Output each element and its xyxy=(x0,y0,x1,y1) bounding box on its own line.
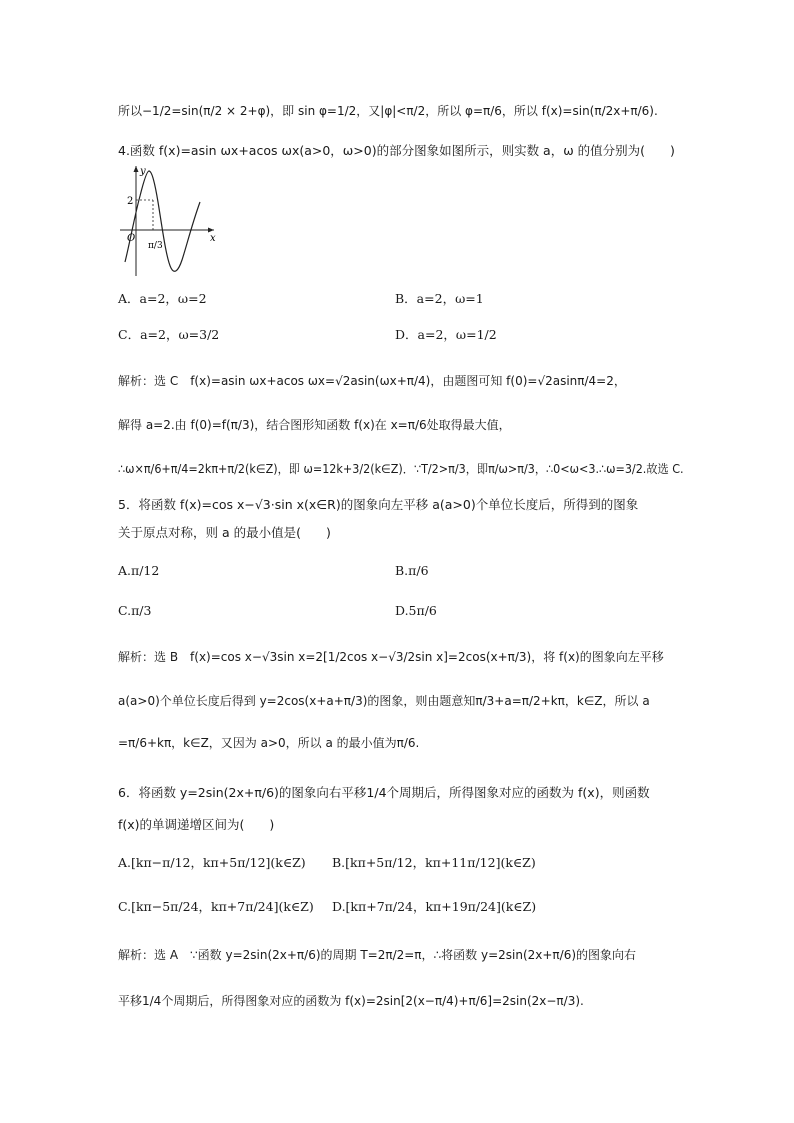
q5-solution-line-2: a(a>0)个单位长度后得到 y=2cos(x+a+π/3)的图象，则由题意知π/3+a=π/2+kπ，k∈Z，所以 a xyxy=(118,694,650,708)
q4-solution-line-2: 解得 a=2.由 f(0)=f(π/3)，结合图形知函数 f(x)在 x=π/6处取得最大值， xyxy=(118,418,511,432)
y-axis-label: y xyxy=(140,166,146,177)
q6-solution-line-2: 平移1/4个周期后，所得图象对应的函数为 f(x)=2sin[2(x−π/4)+π/6]=2sin(2x−π/3). xyxy=(118,994,584,1008)
y-tick-label: 2 xyxy=(127,196,134,207)
q4-option-a: A．a=2，ω=2 xyxy=(118,291,207,306)
q4-option-b: B．a=2，ω=1 xyxy=(395,291,484,306)
q6-option-b: B.[kπ+5π/12，kπ+11π/12](k∈Z) xyxy=(332,855,536,870)
q5-solution-line-1: 解析：选 B f(x)=cos x−√3sin x=2[1/2cos x−√3/2sin x]=2cos(x+π/3)，将 f(x)的图象向左平移 xyxy=(118,650,664,664)
q6-stem-line-2: f(x)的单调递增区间为( ) xyxy=(118,817,275,832)
q6-option-a: A.[kπ−π/12，kπ+5π/12](k∈Z) xyxy=(118,855,306,870)
x-axis-arrow xyxy=(208,228,214,233)
q5-stem-line-2: 关于原点对称，则 a 的最小值是( ) xyxy=(118,525,331,540)
origin-label: O xyxy=(127,233,136,244)
q4-option-d: D．a=2，ω=1/2 xyxy=(395,327,497,342)
q5-stem-line-1: 5．将函数 f(x)=cos x−√3·sin x(x∈R)的图象向左平移 a(a>0)个单位长度后，所得到的图象 xyxy=(118,497,639,512)
q6-solution-line-1: 解析：选 A ∵函数 y=2sin(2x+π/6)的周期 T=2π/2=π，∴将函数 y=2sin(2x+π/6)的图象向右 xyxy=(118,948,637,962)
q5-option-b: B.π/6 xyxy=(395,563,429,578)
q4-stem: 4.函数 f(x)=asin ωx+acos ωx(a>0，ω>0)的部分图象如图所示，则实数 a，ω 的值分别为( ) xyxy=(118,143,675,158)
q4-solution-line-1: 解析：选 C f(x)=asin ωx+acos ωx=√2asin(ωx+π/4)，由题图可知 f(0)=√2asinπ/4=2， xyxy=(118,374,626,388)
q5-option-c: C.π/3 xyxy=(118,603,152,618)
x-axis-label: x xyxy=(210,233,216,244)
q6-stem-line-1: 6．将函数 y=2sin(2x+π/6)的图象向右平移1/4个周期后，所得图象对应的函数为 f(x)，则函数 xyxy=(118,785,650,800)
q4-function-graph xyxy=(118,162,218,278)
x-tick-label: π/3 xyxy=(148,241,163,251)
q4-option-c: C．a=2，ω=3/2 xyxy=(118,327,220,342)
q5-solution-line-3: =π/6+kπ，k∈Z，又因为 a>0，所以 a 的最小值为π/6. xyxy=(118,736,420,750)
prev-solution-line: 所以−1/2=sin(π/2 × 2+φ)，即 sin φ=1/2，又|φ|<π/2，所以 φ=π/6，所以 f(x)=sin(π/2x+π/6). xyxy=(118,104,658,118)
q4-solution-line-3: ∴ω×π/6+π/4=2kπ+π/2(k∈Z)，即 ω=12k+3/2(k∈Z)．∵T/2>π/3，即π/ω>π/3，∴0<ω<3.∴ω=3/2.故选 C. xyxy=(118,462,684,476)
q5-option-d: D.5π/6 xyxy=(395,603,437,618)
q6-option-d: D.[kπ+7π/24，kπ+19π/24](k∈Z) xyxy=(332,899,537,914)
q5-option-a: A.π/12 xyxy=(118,563,160,578)
q6-option-c: C.[kπ−5π/24，kπ+7π/24](k∈Z) xyxy=(118,899,314,914)
y-axis-arrow xyxy=(134,166,139,172)
